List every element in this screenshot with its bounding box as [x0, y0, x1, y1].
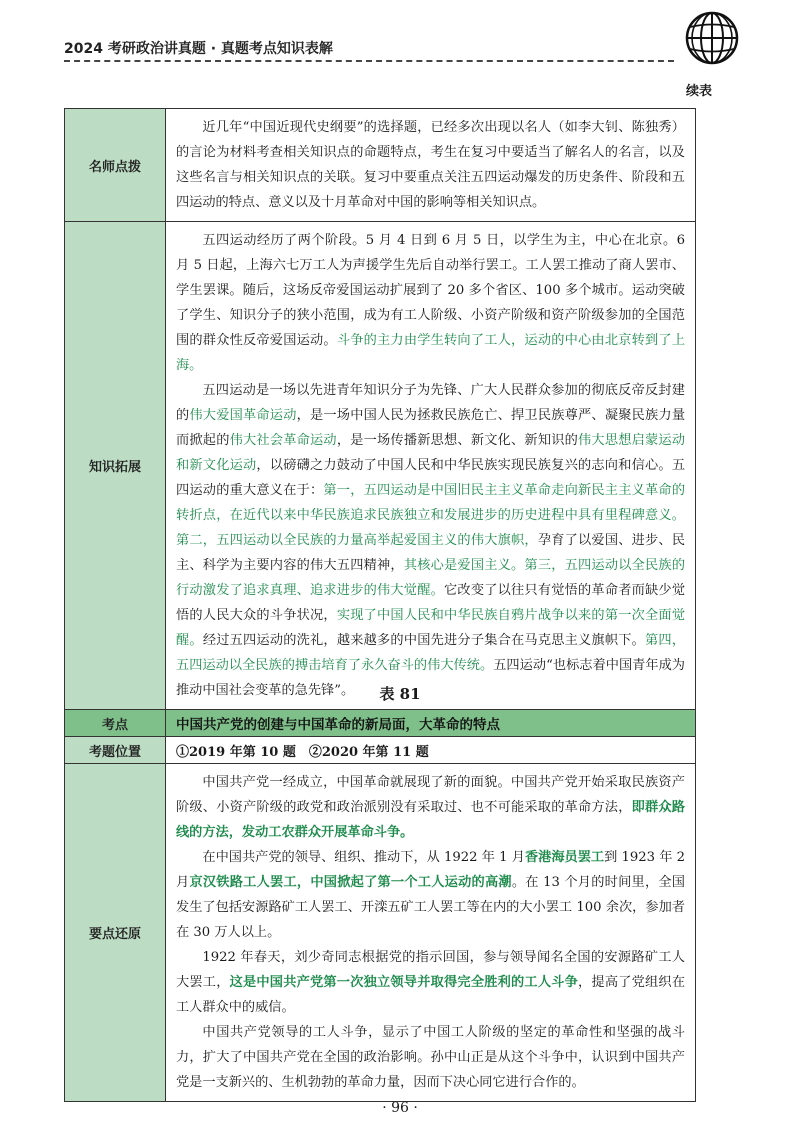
table-row — [65, 109, 696, 222]
position-label: 考题位置 — [65, 737, 166, 764]
highlighted-text: 即群众路线的方法，发动工农群众开展革命斗争。 — [176, 800, 685, 840]
text-run: ，以磅礴之力鼓动了中国人民和中华民族实现民族复兴的志向和信心。五四运动的重大意义在于： — [176, 458, 686, 498]
row-label: 知识拓展 — [65, 222, 166, 710]
highlighted-text: 第四，五四运动以全民族的搏击培育了永久奋斗的伟大传统。 — [176, 633, 686, 673]
book-title: 2024 考研政治讲真题 · 真题考点知识表解 — [64, 41, 333, 57]
paragraph — [176, 115, 685, 215]
text-run: 在中国共产党的领导、组织、推动下，从 1922 年 1 月 — [202, 850, 525, 865]
highlighted-text: 伟大思想启蒙运动和新文化运动 — [176, 433, 686, 473]
text-run: 五四运动是一场以先进青年知识分子为先锋、广大人民群众参加的彻底反帝反封建的 — [176, 383, 685, 423]
text-run: 。在 13 个月的时间里，全国发生了包括安源路矿工人罢工、开滦五矿工人罢工等在内的大小罢工 100 余次，参加者在 30 万人以上。 — [176, 875, 685, 940]
table-80-continued — [64, 108, 696, 710]
highlighted-text: 香港海员罢工 — [524, 850, 605, 865]
row-content — [166, 222, 696, 710]
text-run: 近几年“中国近现代史纲要”的选择题，已经多次出现以名人（如李大钊、陈独秀）的言论为材料考查相关知识点的命题特点，考生在复习中要适当了解名人的名言，以及这些名言与相关知识点的关联。复习中要重点关注五四运动爆发的历史条件、阶段和五四运动的特点、意义以及十月革命对中国的影响等相关知识点。 — [176, 120, 685, 210]
paragraph — [176, 1020, 685, 1095]
topic-text: 中国共产党的创建与中国革命的新局面，大革命的特点 — [166, 710, 696, 737]
highlighted-text: 伟大爱国革命运动 — [189, 408, 297, 423]
paragraph — [176, 228, 685, 378]
text-run: ，是一场传播新思想、新文化、新知识的 — [336, 433, 579, 448]
highlighted-text: 这是中国共产党第一次独立领导并取得完全胜利的工人斗争 — [229, 975, 579, 990]
table-81-title: 表 81 — [379, 685, 421, 703]
text-run: 1922 年春天，刘少奇同志根据党的指示回国，参与领导闻名全国的安源路矿工人大罢工， — [176, 950, 685, 990]
paragraph — [176, 770, 685, 845]
highlighted-text: 实现了中国人民和中华民族自鸦片战争以来的第一次全面觉醒。 — [176, 608, 686, 648]
paragraph — [176, 378, 685, 703]
topic-label: 考点 — [65, 710, 166, 737]
table-81 — [64, 709, 696, 1102]
page-number: · 96 · — [382, 1100, 418, 1116]
summary-content — [166, 764, 696, 1102]
globe-icon — [684, 10, 740, 66]
summary-row — [65, 764, 696, 1102]
page-header — [0, 0, 800, 80]
highlighted-text: 京汉铁路工人罢工，中国掀起了第一个工人运动的高潮 — [189, 875, 512, 890]
text-run: ，是一场中国人民为拯救民族危亡、捍卫民族尊严、凝聚民族力量而掀起的 — [176, 408, 686, 448]
continued-label: 续表 — [686, 84, 713, 99]
highlighted-text: 伟大社会革命运动 — [229, 433, 337, 448]
text-run: 到 1923 年 2 月 — [176, 850, 686, 890]
text-run: 五四运动“也标志着中国青年成为推动中国社会变革的急先锋”。 — [176, 658, 685, 698]
header-dashed-rule — [64, 60, 674, 62]
paragraph — [176, 845, 685, 945]
table-row — [65, 222, 696, 710]
text-run: 五四运动经历了两个阶段。5 月 4 日到 6 月 5 日，以学生为主，中心在北京。6 月 5 日起，上海六七万工人为声援学生先后自动举行罢工。工人罢工推动了商人罢市、学生罢课。随后，这场反帝爱国运动扩展到了 20 多个省区、100 多个城市。运动突破了学生、知识分子的狭小范围，成为有工人阶级、小资产阶级和资产阶级参加的全国范围的群众性反帝爱国运动。 — [176, 233, 685, 348]
paragraph — [176, 945, 685, 1020]
highlighted-text: 第一，五四运动是中国旧民主主义革命走向新民主主义革命的转折点，在近代以来中华民族追求民族独立和发展进步的历史进程中具有里程碑意义。第二，五四运动以全民族的力量高举起爱国主义的伟大旗帜， — [176, 483, 686, 548]
text-run: 中国共产党领导的工人斗争，显示了中国工人阶级的坚定的革命性和坚强的战斗力，扩大了中国共产党在全国的政治影响。孙中山正是从这个斗争中，认识到中国共产党是一支新兴的、生机勃勃的革命力量，因而下决心同它进行合作的。 — [176, 1025, 685, 1090]
text-run: 经过五四运动的洗礼，越来越多的中国先进分子集合在马克思主义旗帜下。 — [202, 633, 646, 648]
text-run: 中国共产党一经成立，中国革命就展现了新的面貌。中国共产党开始采取民族资产阶级、小资产阶级的政党和政治派别没有采取过、也不可能采取的革命方法， — [176, 775, 685, 815]
topic-row — [65, 710, 696, 737]
highlighted-text: 其核心是爱国主义。第三，五四运动以全民族的行动激发了追求真理、追求进步的伟大觉醒。 — [176, 558, 686, 598]
text-run: ，提高了党组织在工人群众中的威信。 — [176, 975, 686, 1015]
summary-label: 要点还原 — [65, 764, 166, 1102]
highlighted-text: 斗争的主力由学生转向了工人，运动的中心由北京转到了上海。 — [176, 333, 686, 373]
text-run: 它改变了以往只有觉悟的革命者而缺少觉悟的人民大众的斗争状况， — [176, 583, 686, 623]
position-text: ①2019 年第 10 题 ②2020 年第 11 题 — [166, 737, 696, 764]
row-label: 名师点拨 — [65, 109, 166, 222]
position-row — [65, 737, 696, 764]
text-run: 孕育了以爱国、进步、民主、科学为主要内容的伟大五四精神， — [176, 533, 686, 573]
row-content — [166, 109, 696, 222]
